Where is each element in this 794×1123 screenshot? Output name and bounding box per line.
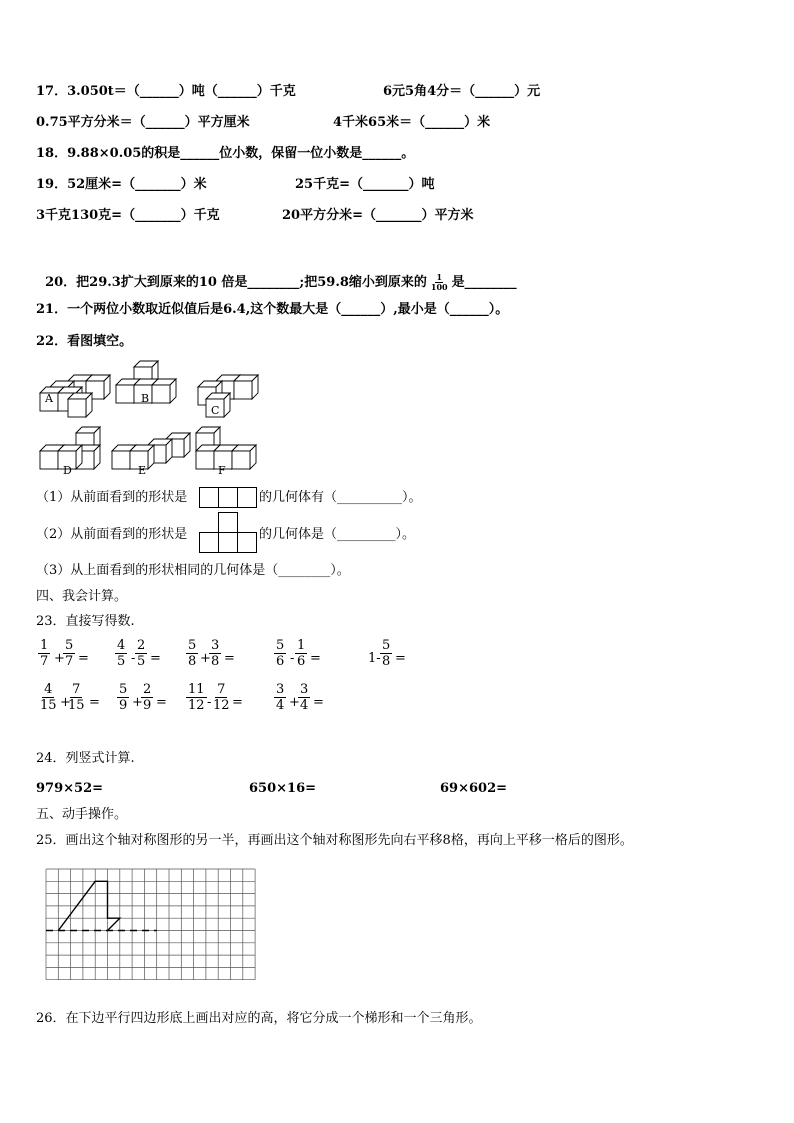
frac-den: 8 (188, 654, 197, 669)
frac-den: 8 (382, 654, 391, 669)
frac-num: 3 (276, 682, 285, 697)
frac-num: 1 (40, 638, 49, 653)
label-f: F (218, 464, 226, 477)
frac-num: 5 (188, 638, 197, 653)
q22-part1-prefix: （1）从前面看到的形状是 (36, 490, 188, 505)
label-c: C (211, 404, 220, 417)
equals: = (310, 651, 321, 666)
frac-num: 1 (297, 638, 306, 653)
q17-line2-left: 0.75平方分米＝（______）平方厘米 (36, 115, 250, 130)
q25-grid[interactable] (45, 868, 257, 988)
operator: + (132, 695, 143, 710)
q22-part1-suffix: 的几何体有（__________）。 (259, 490, 422, 505)
q21-text: 21．一个两位小数取近似值后是6.4,这个数最大是（______）,最小是（______）。 (36, 302, 509, 317)
q24-problem-2: 650×16= (249, 781, 317, 796)
label-e: E (138, 464, 147, 477)
q22-part2-prefix: （2）从前面看到的形状是 (36, 527, 188, 542)
frac-num: 7 (217, 682, 226, 697)
q22-part2-suffix: 的几何体是（_________）。 (259, 527, 416, 542)
label-a: A (45, 392, 53, 405)
q23-title: 23．直接写得数. (36, 614, 135, 629)
frac-den: 7 (40, 654, 49, 669)
equals: = (89, 695, 100, 710)
operator: + (60, 695, 71, 710)
q22-part3: （3）从上面看到的形状相同的几何体是（________）。 (36, 563, 350, 578)
solid-e (112, 433, 190, 469)
frac-num: 3 (300, 682, 309, 697)
frac-den: 6 (297, 654, 306, 669)
q26-text: 26．在下边平行四边形底上画出对应的高，将它分成一个梯形和一个三角形。 (36, 1011, 482, 1026)
solid-f (196, 427, 256, 469)
q17-line1-right: 6元5角4分＝（______）元 (383, 84, 541, 99)
equals: = (156, 695, 167, 710)
frac-den: 6 (276, 654, 285, 669)
q20-prefix: 20．把29.3扩大到原来的10 倍是________;把59.8缩小到原来的 (45, 275, 427, 290)
q17-line1-left: 17．3.050t＝（______）吨（______）千克 (36, 84, 296, 99)
frac-den: 4 (300, 698, 309, 713)
label-b: B (141, 392, 150, 405)
frac-den: 15 (68, 698, 85, 713)
operator: - (207, 695, 212, 710)
equals: = (313, 695, 324, 710)
q19-line2-right: 20平方分米=（_______）平方米 (282, 208, 474, 223)
section-5-heading: 五、动手操作。 (36, 807, 128, 822)
q20-fraction (431, 273, 448, 292)
frac-num: 2 (143, 682, 152, 697)
frac-den: 5 (117, 654, 126, 669)
frac-num: 11 (188, 682, 205, 697)
frac-den: 9 (119, 698, 128, 713)
frac-num: 4 (44, 682, 53, 697)
frac-den: 8 (211, 654, 220, 669)
q17-line2-right: 4千米65米＝（______）米 (333, 115, 491, 130)
q20-suffix: 是________ (451, 275, 517, 290)
q22-title: 22．看图填空。 (36, 334, 133, 349)
frac-num: 5 (119, 682, 128, 697)
q20-text (36, 255, 517, 292)
frac-den: 15 (40, 698, 57, 713)
frac-den: 7 (65, 654, 74, 669)
grid-lines (46, 869, 255, 980)
section-4-heading: 四、我会计算。 (36, 589, 128, 604)
equals: = (78, 651, 89, 666)
frac-den: 4 (276, 698, 285, 713)
q19-line2-left: 3千克130克=（_______）千克 (36, 208, 220, 223)
q20-frac-num: 1 (436, 272, 443, 282)
one-minus: 1- (368, 651, 381, 666)
equals: = (232, 695, 243, 710)
q25-text: 25．画出这个轴对称图形的另一半，再画出这个轴对称图形先向右平移8格，再向上平移一格后的图形。 (36, 833, 633, 848)
equals: = (395, 651, 406, 666)
frac-den: 5 (137, 654, 146, 669)
q20-frac-den: 100 (430, 282, 448, 292)
q19-line1-right: 25千克=（_______）吨 (295, 177, 435, 192)
frac-num: 5 (65, 638, 74, 653)
t-shape-squares-icon (199, 512, 259, 554)
q24-title: 24．列竖式计算. (36, 751, 135, 766)
operator: - (131, 651, 136, 666)
q24-problem-3: 69×602= (440, 781, 508, 796)
q19-line1-left: 19．52厘米=（_______）米 (36, 177, 207, 192)
frac-den: 12 (213, 698, 230, 713)
frac-den: 12 (188, 698, 205, 713)
equals: = (224, 651, 235, 666)
frac-num: 2 (137, 638, 146, 653)
frac-den: 9 (143, 698, 152, 713)
label-d: D (63, 464, 72, 477)
frac-num: 5 (276, 638, 285, 653)
frac-num: 3 (211, 638, 220, 653)
q18-text: 18．9.88×0.05的积是______位小数，保留一位小数是______。 (36, 146, 415, 161)
solid-c (198, 375, 258, 417)
frac-num: 7 (72, 682, 81, 697)
three-squares-row-icon (199, 487, 259, 509)
equals: = (150, 651, 161, 666)
operator: + (289, 695, 300, 710)
operator: + (200, 651, 211, 666)
q24-problem-1: 979×52= (36, 781, 104, 796)
frac-num: 4 (117, 638, 126, 653)
operator: + (54, 651, 65, 666)
frac-num: 5 (382, 638, 391, 653)
operator: - (290, 651, 295, 666)
